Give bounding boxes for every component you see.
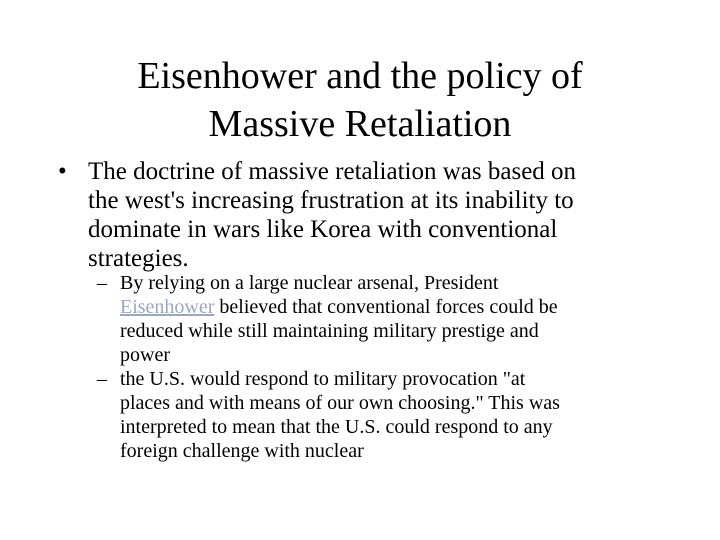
main-bullet [58, 157, 658, 273]
sub-bullet-2 [97, 367, 667, 463]
main-bullet-line-3: dominate in wars like Korea with conventional [88, 216, 558, 243]
sub-bullet-2-line-4: foreign challenge with nuclear [120, 440, 364, 462]
title-line-1: Eisenhower and the policy of [137, 55, 583, 97]
main-bullet-line-4: strategies. [88, 245, 189, 272]
slide-title [90, 52, 630, 148]
sub-bullet-1-text [120, 271, 667, 367]
sub-bullet-1-line-1: By relying on a large nuclear arsenal, President [120, 272, 499, 294]
sub-bullet-1-line-3: reduced while still maintaining military prestige and [120, 320, 539, 342]
sub-bullet-1-line-4: power [120, 344, 170, 366]
sub-bullet-2-text [120, 367, 667, 463]
sub-bullet-2-line-1: the U.S. would respond to military provocation "at [120, 368, 526, 390]
main-bullet-line-2: the west's increasing frustration at its inability to [88, 187, 574, 214]
sub-bullet-2-line-3: interpreted to mean that the U.S. could respond to any [120, 416, 553, 438]
sub-bullet-list [97, 271, 667, 463]
sub-bullet-1-line-2 [120, 295, 667, 319]
eisenhower-link[interactable]: Eisenhower [120, 296, 215, 318]
sub-bullet-2-line-2: places and with means of our own choosing." This was [120, 392, 560, 414]
main-bullet-line-1: The doctrine of massive retaliation was based on [88, 158, 577, 185]
bullet-marker: • [58, 158, 67, 185]
sub-bullet-marker: – [97, 272, 107, 294]
sub-bullet-marker: – [97, 368, 107, 390]
sub-bullet-1 [97, 271, 667, 367]
title-line-2: Massive Retaliation [208, 103, 512, 145]
main-bullet-text [88, 157, 658, 273]
sub-bullet-1-line-2-rest: believed that conventional forces could be [214, 296, 558, 318]
